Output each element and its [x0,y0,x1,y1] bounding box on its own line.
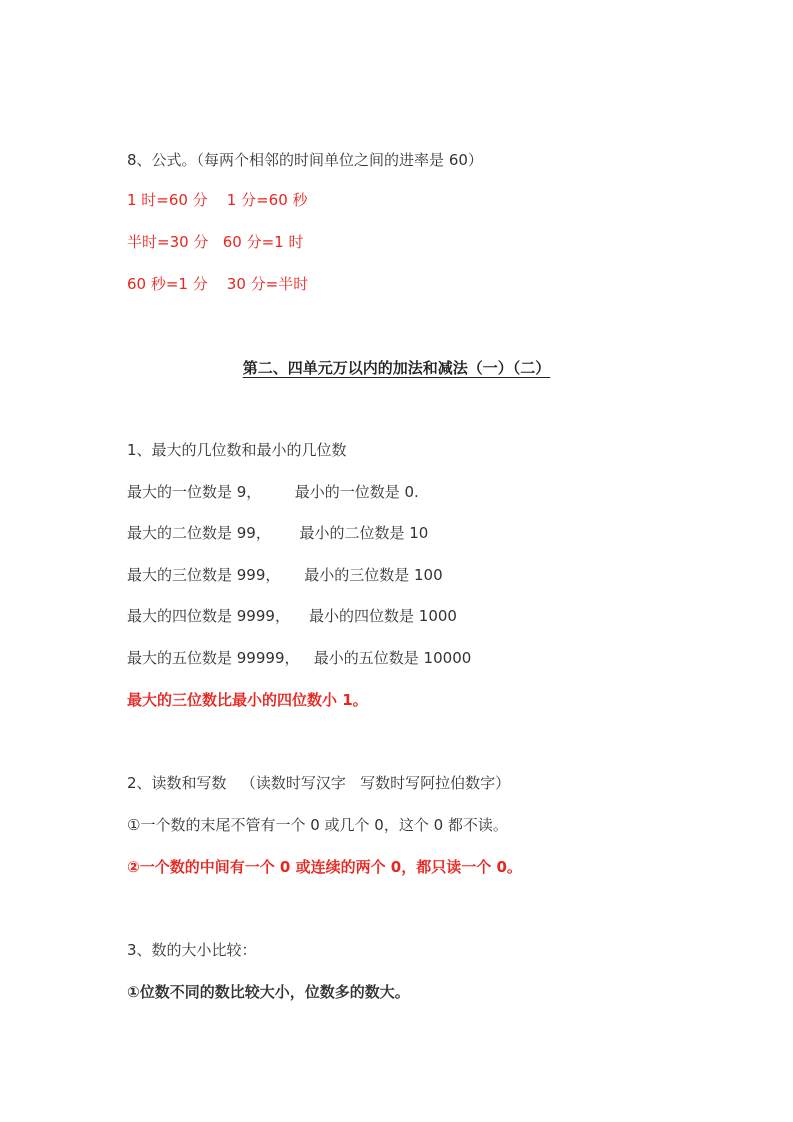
digit-line-2: 最大的二位数是 99， 最小的二位数是 10 [127,524,429,542]
formula-line-1: 1 时=60 分 1 分=60 秒 [127,191,308,209]
section3-rule-1: ①位数不同的数比较大小，位数多的数大。 [127,983,410,1001]
digit-line-1: 最大的一位数是 9， 最小的一位数是 0. [127,483,419,501]
digit-line-5: 最大的五位数是 99999， 最小的五位数是 10000 [127,649,472,667]
section8-title: 8、公式。（每两个相邻的时间单位之间的进率是 60） [127,151,483,169]
unit-heading-text: 第二、四单元万以内的加法和减法（一）（二） [242,359,551,377]
digit-line-3: 最大的三位数是 999， 最小的三位数是 100 [127,566,443,584]
section2-title: 2、读数和写数 （读数时写汉字 写数时写阿拉伯数字） [127,774,511,792]
digit-line-4: 最大的四位数是 9999， 最小的四位数是 1000 [127,607,457,625]
unit-heading [0,358,793,378]
formula-line-2: 半时=30 分 60 分=1 时 [127,233,304,251]
section1-title: 1、最大的几位数和最小的几位数 [127,441,347,459]
formula-line-3: 60 秒=1 分 30 分=半时 [127,275,309,293]
section2-rule-2: ②一个数的中间有一个 0 或连续的两个 0，都只读一个 0。 [127,858,522,876]
section2-rule-1: ①一个数的末尾不管有一个 0 或几个 0，这个 0 都不读。 [127,816,508,834]
section3-title: 3、数的大小比较： [127,941,257,959]
section1-highlight: 最大的三位数比最小的四位数小 1。 [127,691,368,709]
